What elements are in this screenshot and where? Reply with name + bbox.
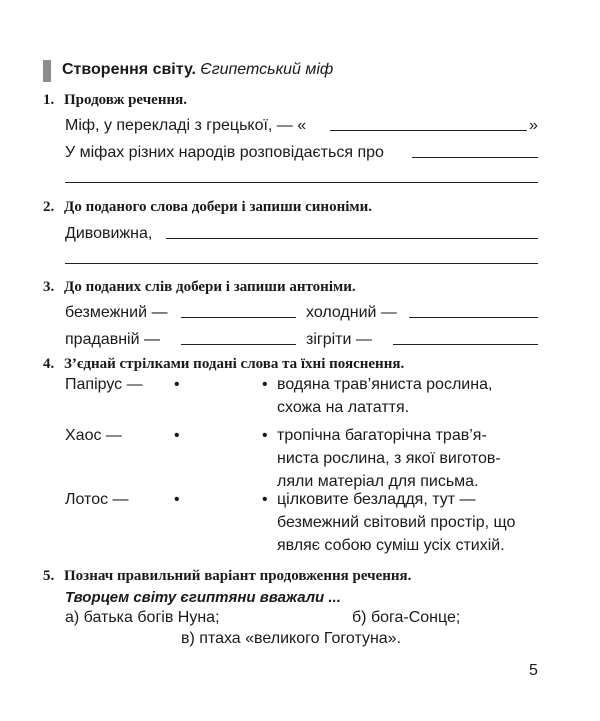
section-marker (43, 60, 51, 82)
task-4-heading (43, 355, 404, 373)
task-2-heading-text: До поданого слова добери і запиши синоніми. (64, 199, 372, 215)
antonym-blank-1[interactable] (181, 317, 296, 318)
task-4-heading-text: З’єднай стрілками подані слова та їхні пояснення. (64, 356, 405, 372)
match-term-3-dot[interactable]: • (174, 491, 180, 508)
match-def-3-line-1: цілковите безладдя, тут — (277, 491, 476, 508)
task-2-line-2-blank[interactable] (65, 263, 538, 264)
task-1-number: 1. (43, 92, 55, 108)
section-subtitle-text: Єгипетський міф (200, 61, 334, 78)
antonym-word-2: холодний — (306, 304, 397, 321)
task-1-line-1-close: » (529, 117, 538, 134)
antonym-word-1: безмежний — (65, 304, 168, 321)
section-title (62, 60, 333, 80)
task-1-heading (43, 91, 187, 109)
match-def-3-line-2: безмежний світовий простір, що (277, 514, 516, 531)
match-term-1-dot[interactable]: • (174, 376, 180, 393)
page-number: 5 (529, 662, 538, 679)
match-def-1-dot[interactable]: • (262, 376, 268, 393)
task-2-line-1-text: Дивовижна, (65, 225, 153, 242)
task-1-line-2-blank[interactable] (412, 157, 538, 158)
task-4-number: 4. (43, 356, 55, 372)
antonym-blank-2[interactable] (409, 317, 538, 318)
task-1-line-3-blank[interactable] (65, 182, 538, 183)
task-1-line-1-text: Міф, у перекладі з грецької, — « (65, 117, 307, 134)
task-2-number: 2. (43, 199, 55, 215)
match-def-1-line-2: схожа на латаття. (277, 399, 410, 416)
option-b[interactable]: б) бога-Сонце; (352, 609, 461, 626)
match-def-2-line-3: ляли матеріал для письма. (277, 473, 479, 490)
antonym-blank-4[interactable] (393, 344, 538, 345)
section-title-text: Створення світу. (62, 61, 196, 78)
match-term-3: Лотос — (65, 491, 129, 508)
match-def-3-line-3: являє собою суміш усіх стихій. (277, 537, 505, 554)
task-5-prompt: Творцем світу єгиптяни вважали ... (65, 589, 341, 606)
task-5-heading-text: Познач правильний варіант продовження речення. (64, 568, 412, 584)
task-1-line-1-blank[interactable] (330, 130, 527, 131)
match-term-2: Хаос — (65, 427, 122, 444)
match-term-2-dot[interactable]: • (174, 427, 180, 444)
task-3-heading-text: До поданих слів добери і запиши антоніми. (64, 279, 356, 295)
task-2-heading (43, 198, 372, 216)
match-def-2-dot[interactable]: • (262, 427, 268, 444)
antonym-word-4: зігріти — (306, 331, 372, 348)
task-3-number: 3. (43, 279, 55, 295)
task-1-heading-text: Продовж речення. (64, 92, 187, 108)
task-2-line-1-blank[interactable] (166, 238, 538, 239)
match-def-3-dot[interactable]: • (262, 491, 268, 508)
task-3-heading (43, 278, 356, 296)
match-def-2-line-2: ниста рослина, з якої виготов- (277, 450, 501, 467)
option-c[interactable]: в) птаха «великого Гоготуна». (181, 630, 402, 647)
match-term-1: Папірус — (65, 376, 143, 393)
task-1-line-2-text: У міфах різних народів розповідається про (65, 144, 384, 161)
task-5-heading (43, 567, 411, 585)
task-5-number: 5. (43, 568, 55, 584)
antonym-blank-3[interactable] (181, 344, 296, 345)
antonym-word-3: прадавній — (65, 331, 160, 348)
match-def-2-line-1: тропічна багаторічна трав’я- (277, 427, 487, 444)
match-def-1-line-1: водяна трав’яниста рослина, (277, 376, 493, 393)
option-a[interactable]: а) батька богів Нуна; (65, 609, 220, 626)
